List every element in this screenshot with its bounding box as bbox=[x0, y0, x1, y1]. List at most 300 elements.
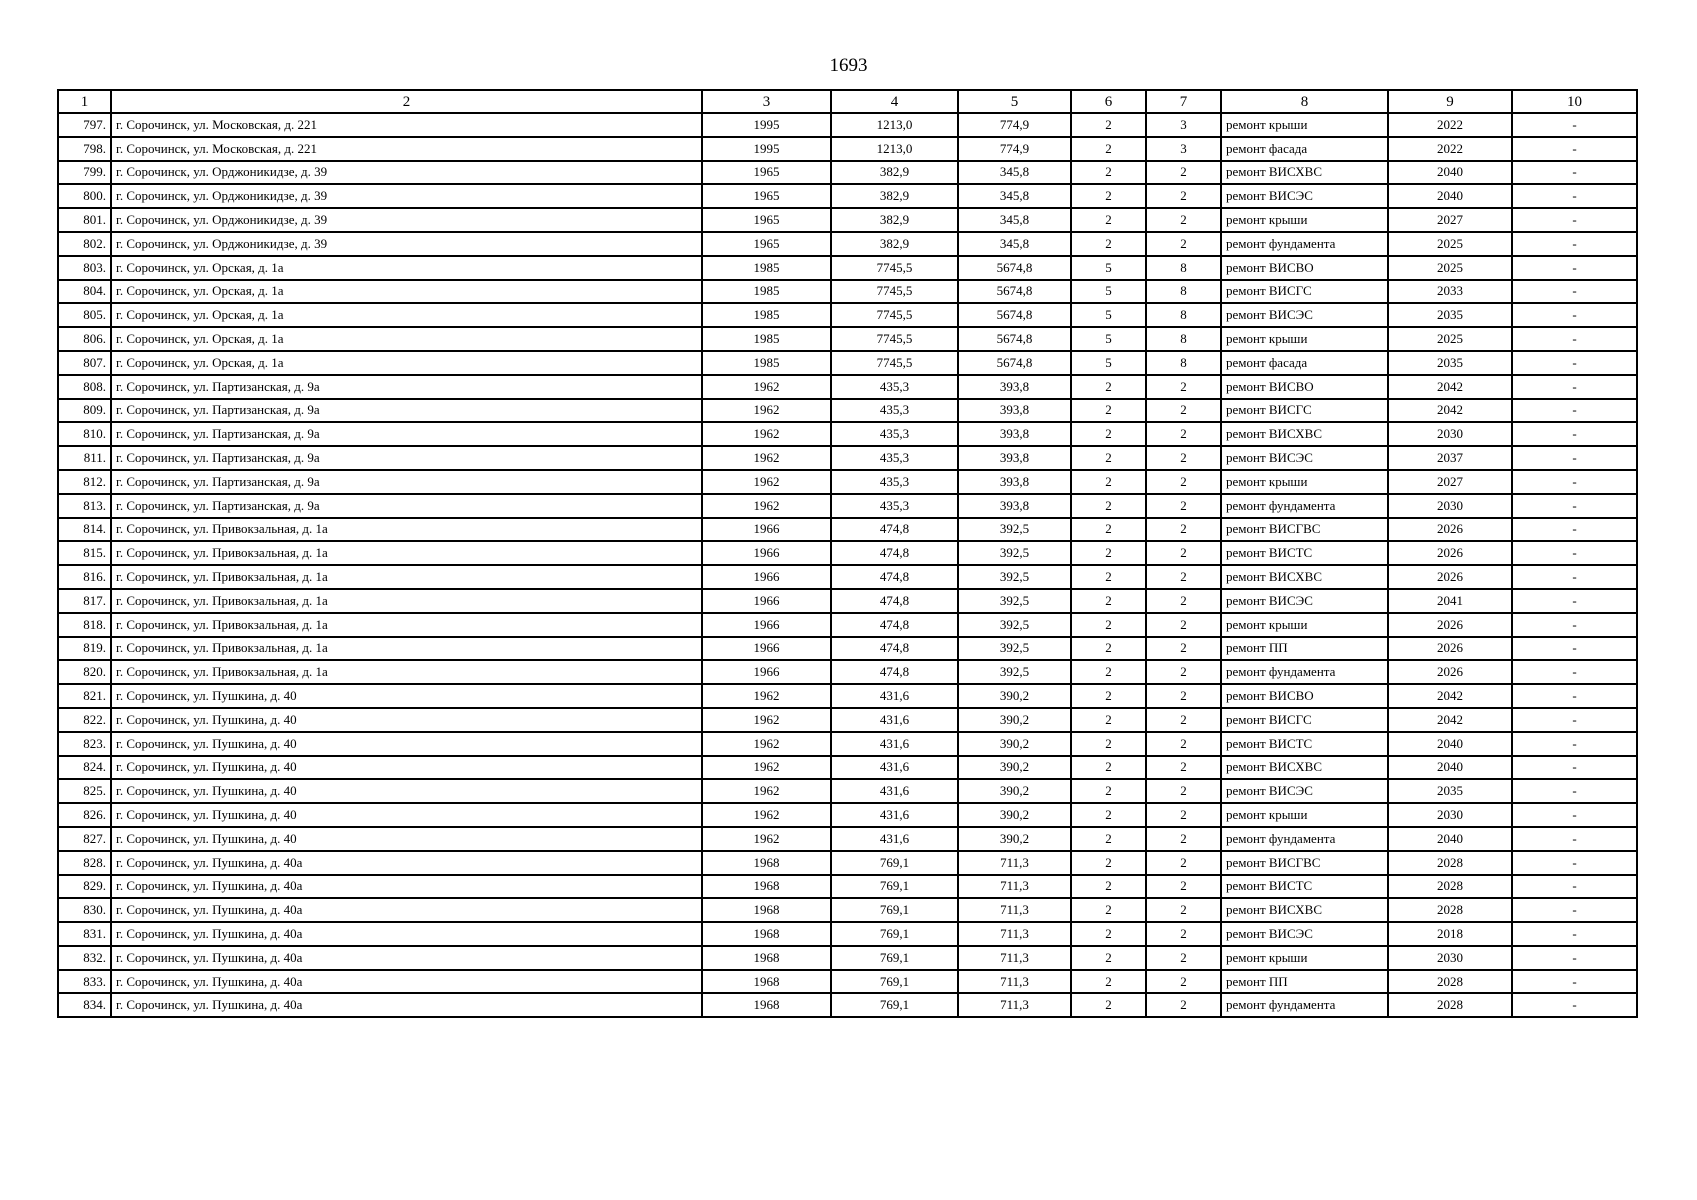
cell-row-number: 824. bbox=[58, 756, 111, 780]
cell-work-type: ремонт ВИСВО bbox=[1221, 375, 1388, 399]
cell-entrances-count: 2 bbox=[1146, 898, 1221, 922]
cell-row-number: 802. bbox=[58, 232, 111, 256]
column-header: 8 bbox=[1221, 90, 1388, 113]
cell-floors-count: 5 bbox=[1071, 280, 1146, 304]
cell-planned-year: 2025 bbox=[1388, 327, 1512, 351]
cell-planned-year: 2026 bbox=[1388, 518, 1512, 542]
table-row bbox=[58, 875, 1637, 899]
table-row bbox=[58, 470, 1637, 494]
cell-work-type: ремонт крыши bbox=[1221, 113, 1388, 137]
cell-address: г. Сорочинск, ул. Привокзальная, д. 1а bbox=[111, 541, 702, 565]
cell-address: г. Сорочинск, ул. Орская, д. 1а bbox=[111, 256, 702, 280]
cell-planned-year: 2042 bbox=[1388, 375, 1512, 399]
cell-row-number: 800. bbox=[58, 184, 111, 208]
cell-living-area: 711,3 bbox=[958, 851, 1071, 875]
cell-commission-year: 1985 bbox=[702, 256, 831, 280]
cell-total-area: 431,6 bbox=[831, 684, 958, 708]
cell-address: г. Сорочинск, ул. Привокзальная, д. 1а bbox=[111, 518, 702, 542]
cell-note: - bbox=[1512, 946, 1637, 970]
cell-planned-year: 2028 bbox=[1388, 851, 1512, 875]
cell-planned-year: 2028 bbox=[1388, 898, 1512, 922]
cell-entrances-count: 2 bbox=[1146, 494, 1221, 518]
cell-commission-year: 1968 bbox=[702, 946, 831, 970]
cell-note: - bbox=[1512, 732, 1637, 756]
table-row bbox=[58, 922, 1637, 946]
cell-entrances-count: 2 bbox=[1146, 613, 1221, 637]
cell-total-area: 769,1 bbox=[831, 946, 958, 970]
cell-planned-year: 2027 bbox=[1388, 208, 1512, 232]
cell-floors-count: 2 bbox=[1071, 422, 1146, 446]
table-row bbox=[58, 613, 1637, 637]
cell-row-number: 805. bbox=[58, 303, 111, 327]
cell-note: - bbox=[1512, 922, 1637, 946]
cell-living-area: 392,5 bbox=[958, 518, 1071, 542]
cell-commission-year: 1985 bbox=[702, 280, 831, 304]
column-header: 10 bbox=[1512, 90, 1637, 113]
cell-entrances-count: 2 bbox=[1146, 375, 1221, 399]
cell-row-number: 812. bbox=[58, 470, 111, 494]
cell-planned-year: 2035 bbox=[1388, 303, 1512, 327]
cell-entrances-count: 2 bbox=[1146, 684, 1221, 708]
cell-floors-count: 5 bbox=[1071, 256, 1146, 280]
cell-work-type: ремонт ВИСТС bbox=[1221, 875, 1388, 899]
cell-living-area: 345,8 bbox=[958, 232, 1071, 256]
cell-planned-year: 2042 bbox=[1388, 684, 1512, 708]
cell-living-area: 393,8 bbox=[958, 446, 1071, 470]
cell-work-type: ремонт ПП bbox=[1221, 637, 1388, 661]
cell-note: - bbox=[1512, 518, 1637, 542]
cell-address: г. Сорочинск, ул. Пушкина, д. 40а bbox=[111, 851, 702, 875]
table-row bbox=[58, 518, 1637, 542]
cell-work-type: ремонт фундамента bbox=[1221, 494, 1388, 518]
cell-note: - bbox=[1512, 875, 1637, 899]
cell-living-area: 345,8 bbox=[958, 208, 1071, 232]
cell-entrances-count: 2 bbox=[1146, 446, 1221, 470]
cell-entrances-count: 2 bbox=[1146, 541, 1221, 565]
cell-work-type: ремонт фундамента bbox=[1221, 232, 1388, 256]
cell-work-type: ремонт крыши bbox=[1221, 470, 1388, 494]
cell-work-type: ремонт ВИСГС bbox=[1221, 708, 1388, 732]
cell-row-number: 829. bbox=[58, 875, 111, 899]
cell-entrances-count: 2 bbox=[1146, 660, 1221, 684]
cell-planned-year: 2028 bbox=[1388, 970, 1512, 994]
cell-note: - bbox=[1512, 422, 1637, 446]
cell-living-area: 393,8 bbox=[958, 470, 1071, 494]
table-row bbox=[58, 779, 1637, 803]
column-header: 9 bbox=[1388, 90, 1512, 113]
cell-note: - bbox=[1512, 803, 1637, 827]
cell-address: г. Сорочинск, ул. Партизанская, д. 9а bbox=[111, 399, 702, 423]
cell-total-area: 474,8 bbox=[831, 565, 958, 589]
cell-note: - bbox=[1512, 184, 1637, 208]
cell-commission-year: 1968 bbox=[702, 970, 831, 994]
cell-address: г. Сорочинск, ул. Пушкина, д. 40 bbox=[111, 684, 702, 708]
cell-row-number: 826. bbox=[58, 803, 111, 827]
cell-commission-year: 1966 bbox=[702, 518, 831, 542]
cell-total-area: 474,8 bbox=[831, 518, 958, 542]
cell-address: г. Сорочинск, ул. Пушкина, д. 40а bbox=[111, 922, 702, 946]
cell-total-area: 474,8 bbox=[831, 660, 958, 684]
cell-floors-count: 2 bbox=[1071, 708, 1146, 732]
cell-work-type: ремонт ВИСВО bbox=[1221, 684, 1388, 708]
cell-work-type: ремонт ВИСХВС bbox=[1221, 161, 1388, 185]
cell-total-area: 474,8 bbox=[831, 589, 958, 613]
cell-entrances-count: 2 bbox=[1146, 208, 1221, 232]
table-row bbox=[58, 208, 1637, 232]
cell-work-type: ремонт ВИСЭС bbox=[1221, 184, 1388, 208]
cell-planned-year: 2022 bbox=[1388, 113, 1512, 137]
cell-total-area: 431,6 bbox=[831, 708, 958, 732]
table-row bbox=[58, 137, 1637, 161]
cell-floors-count: 2 bbox=[1071, 637, 1146, 661]
cell-floors-count: 2 bbox=[1071, 922, 1146, 946]
cell-work-type: ремонт фундамента bbox=[1221, 660, 1388, 684]
cell-planned-year: 2035 bbox=[1388, 351, 1512, 375]
cell-work-type: ремонт ВИСХВС bbox=[1221, 422, 1388, 446]
cell-address: г. Сорочинск, ул. Орджоникидзе, д. 39 bbox=[111, 161, 702, 185]
cell-address: г. Сорочинск, ул. Пушкина, д. 40а bbox=[111, 875, 702, 899]
cell-commission-year: 1985 bbox=[702, 303, 831, 327]
cell-total-area: 431,6 bbox=[831, 756, 958, 780]
cell-address: г. Сорочинск, ул. Пушкина, д. 40 bbox=[111, 827, 702, 851]
cell-total-area: 1213,0 bbox=[831, 113, 958, 137]
cell-work-type: ремонт ВИСГВС bbox=[1221, 851, 1388, 875]
cell-note: - bbox=[1512, 303, 1637, 327]
cell-living-area: 711,3 bbox=[958, 946, 1071, 970]
table-row bbox=[58, 589, 1637, 613]
cell-floors-count: 2 bbox=[1071, 803, 1146, 827]
cell-living-area: 5674,8 bbox=[958, 327, 1071, 351]
cell-commission-year: 1962 bbox=[702, 803, 831, 827]
cell-commission-year: 1962 bbox=[702, 375, 831, 399]
cell-entrances-count: 2 bbox=[1146, 708, 1221, 732]
cell-row-number: 825. bbox=[58, 779, 111, 803]
cell-row-number: 820. bbox=[58, 660, 111, 684]
cell-address: г. Сорочинск, ул. Орская, д. 1а bbox=[111, 327, 702, 351]
cell-note: - bbox=[1512, 684, 1637, 708]
cell-commission-year: 1995 bbox=[702, 113, 831, 137]
cell-total-area: 435,3 bbox=[831, 494, 958, 518]
cell-planned-year: 2026 bbox=[1388, 541, 1512, 565]
cell-floors-count: 2 bbox=[1071, 399, 1146, 423]
cell-address: г. Сорочинск, ул. Московская, д. 221 bbox=[111, 137, 702, 161]
cell-total-area: 382,9 bbox=[831, 232, 958, 256]
cell-planned-year: 2042 bbox=[1388, 708, 1512, 732]
table-row bbox=[58, 993, 1637, 1017]
cell-commission-year: 1962 bbox=[702, 756, 831, 780]
cell-total-area: 7745,5 bbox=[831, 351, 958, 375]
table-row bbox=[58, 660, 1637, 684]
cell-floors-count: 5 bbox=[1071, 351, 1146, 375]
table-row bbox=[58, 399, 1637, 423]
cell-work-type: ремонт фундамента bbox=[1221, 827, 1388, 851]
cell-entrances-count: 8 bbox=[1146, 303, 1221, 327]
cell-commission-year: 1962 bbox=[702, 470, 831, 494]
cell-floors-count: 2 bbox=[1071, 970, 1146, 994]
table-row bbox=[58, 422, 1637, 446]
cell-planned-year: 2030 bbox=[1388, 494, 1512, 518]
cell-commission-year: 1968 bbox=[702, 922, 831, 946]
column-header: 4 bbox=[831, 90, 958, 113]
table-row bbox=[58, 708, 1637, 732]
cell-living-area: 711,3 bbox=[958, 898, 1071, 922]
cell-work-type: ремонт фасада bbox=[1221, 351, 1388, 375]
table-row bbox=[58, 851, 1637, 875]
cell-living-area: 5674,8 bbox=[958, 303, 1071, 327]
cell-address: г. Сорочинск, ул. Партизанская, д. 9а bbox=[111, 470, 702, 494]
cell-floors-count: 2 bbox=[1071, 732, 1146, 756]
cell-floors-count: 2 bbox=[1071, 851, 1146, 875]
cell-planned-year: 2026 bbox=[1388, 660, 1512, 684]
table-row bbox=[58, 898, 1637, 922]
cell-address: г. Сорочинск, ул. Привокзальная, д. 1а bbox=[111, 660, 702, 684]
cell-floors-count: 2 bbox=[1071, 208, 1146, 232]
cell-planned-year: 2025 bbox=[1388, 256, 1512, 280]
cell-row-number: 819. bbox=[58, 637, 111, 661]
cell-floors-count: 2 bbox=[1071, 494, 1146, 518]
cell-note: - bbox=[1512, 708, 1637, 732]
table-row bbox=[58, 970, 1637, 994]
cell-floors-count: 2 bbox=[1071, 993, 1146, 1017]
cell-planned-year: 2040 bbox=[1388, 184, 1512, 208]
cell-address: г. Сорочинск, ул. Пушкина, д. 40 bbox=[111, 803, 702, 827]
cell-work-type: ремонт крыши bbox=[1221, 327, 1388, 351]
cell-commission-year: 1962 bbox=[702, 494, 831, 518]
cell-work-type: ремонт ВИСЭС bbox=[1221, 446, 1388, 470]
cell-entrances-count: 2 bbox=[1146, 970, 1221, 994]
cell-entrances-count: 2 bbox=[1146, 184, 1221, 208]
cell-note: - bbox=[1512, 660, 1637, 684]
cell-work-type: ремонт крыши bbox=[1221, 208, 1388, 232]
cell-planned-year: 2030 bbox=[1388, 946, 1512, 970]
cell-note: - bbox=[1512, 494, 1637, 518]
table-row bbox=[58, 946, 1637, 970]
cell-note: - bbox=[1512, 827, 1637, 851]
cell-address: г. Сорочинск, ул. Привокзальная, д. 1а bbox=[111, 589, 702, 613]
cell-commission-year: 1985 bbox=[702, 327, 831, 351]
cell-row-number: 828. bbox=[58, 851, 111, 875]
cell-commission-year: 1965 bbox=[702, 161, 831, 185]
cell-commission-year: 1966 bbox=[702, 613, 831, 637]
cell-floors-count: 2 bbox=[1071, 827, 1146, 851]
cell-address: г. Сорочинск, ул. Привокзальная, д. 1а bbox=[111, 613, 702, 637]
cell-floors-count: 2 bbox=[1071, 946, 1146, 970]
cell-commission-year: 1962 bbox=[702, 399, 831, 423]
cell-work-type: ремонт фундамента bbox=[1221, 993, 1388, 1017]
cell-row-number: 810. bbox=[58, 422, 111, 446]
cell-commission-year: 1965 bbox=[702, 232, 831, 256]
cell-work-type: ремонт ВИСГС bbox=[1221, 399, 1388, 423]
cell-living-area: 392,5 bbox=[958, 637, 1071, 661]
cell-living-area: 711,3 bbox=[958, 993, 1071, 1017]
cell-living-area: 393,8 bbox=[958, 422, 1071, 446]
cell-row-number: 834. bbox=[58, 993, 111, 1017]
table-row bbox=[58, 637, 1637, 661]
cell-row-number: 816. bbox=[58, 565, 111, 589]
cell-address: г. Сорочинск, ул. Партизанская, д. 9а bbox=[111, 422, 702, 446]
cell-planned-year: 2040 bbox=[1388, 161, 1512, 185]
cell-entrances-count: 8 bbox=[1146, 256, 1221, 280]
cell-total-area: 431,6 bbox=[831, 779, 958, 803]
cell-floors-count: 2 bbox=[1071, 375, 1146, 399]
table-row bbox=[58, 256, 1637, 280]
table-row bbox=[58, 303, 1637, 327]
cell-address: г. Сорочинск, ул. Пушкина, д. 40 bbox=[111, 756, 702, 780]
cell-work-type: ремонт ВИСГВС bbox=[1221, 518, 1388, 542]
cell-planned-year: 2026 bbox=[1388, 565, 1512, 589]
cell-row-number: 806. bbox=[58, 327, 111, 351]
table-row bbox=[58, 541, 1637, 565]
cell-note: - bbox=[1512, 756, 1637, 780]
cell-work-type: ремонт ВИСХВС bbox=[1221, 565, 1388, 589]
cell-total-area: 769,1 bbox=[831, 851, 958, 875]
cell-living-area: 5674,8 bbox=[958, 280, 1071, 304]
cell-floors-count: 2 bbox=[1071, 589, 1146, 613]
cell-note: - bbox=[1512, 779, 1637, 803]
cell-row-number: 815. bbox=[58, 541, 111, 565]
cell-planned-year: 2041 bbox=[1388, 589, 1512, 613]
cell-floors-count: 2 bbox=[1071, 756, 1146, 780]
cell-total-area: 382,9 bbox=[831, 184, 958, 208]
cell-living-area: 345,8 bbox=[958, 184, 1071, 208]
cell-row-number: 831. bbox=[58, 922, 111, 946]
table-row bbox=[58, 803, 1637, 827]
cell-floors-count: 2 bbox=[1071, 660, 1146, 684]
cell-row-number: 827. bbox=[58, 827, 111, 851]
cell-work-type: ремонт ВИСХВС bbox=[1221, 898, 1388, 922]
cell-living-area: 774,9 bbox=[958, 137, 1071, 161]
cell-commission-year: 1966 bbox=[702, 565, 831, 589]
cell-total-area: 435,3 bbox=[831, 375, 958, 399]
table-row bbox=[58, 494, 1637, 518]
cell-note: - bbox=[1512, 113, 1637, 137]
table-row bbox=[58, 280, 1637, 304]
cell-row-number: 823. bbox=[58, 732, 111, 756]
cell-commission-year: 1968 bbox=[702, 993, 831, 1017]
cell-work-type: ремонт ВИСЭС bbox=[1221, 922, 1388, 946]
cell-commission-year: 1965 bbox=[702, 208, 831, 232]
cell-work-type: ремонт ВИСГС bbox=[1221, 280, 1388, 304]
cell-commission-year: 1966 bbox=[702, 541, 831, 565]
cell-note: - bbox=[1512, 375, 1637, 399]
cell-living-area: 393,8 bbox=[958, 399, 1071, 423]
column-header: 3 bbox=[702, 90, 831, 113]
cell-commission-year: 1968 bbox=[702, 898, 831, 922]
cell-planned-year: 2030 bbox=[1388, 803, 1512, 827]
cell-entrances-count: 2 bbox=[1146, 993, 1221, 1017]
cell-living-area: 711,3 bbox=[958, 922, 1071, 946]
cell-note: - bbox=[1512, 613, 1637, 637]
cell-planned-year: 2018 bbox=[1388, 922, 1512, 946]
table-row bbox=[58, 184, 1637, 208]
cell-living-area: 5674,8 bbox=[958, 256, 1071, 280]
cell-note: - bbox=[1512, 351, 1637, 375]
table-row bbox=[58, 732, 1637, 756]
cell-planned-year: 2040 bbox=[1388, 827, 1512, 851]
cell-living-area: 392,5 bbox=[958, 565, 1071, 589]
cell-commission-year: 1962 bbox=[702, 422, 831, 446]
cell-row-number: 803. bbox=[58, 256, 111, 280]
cell-note: - bbox=[1512, 993, 1637, 1017]
cell-note: - bbox=[1512, 280, 1637, 304]
cell-living-area: 392,5 bbox=[958, 541, 1071, 565]
cell-address: г. Сорочинск, ул. Орская, д. 1а bbox=[111, 303, 702, 327]
cell-planned-year: 2037 bbox=[1388, 446, 1512, 470]
cell-floors-count: 2 bbox=[1071, 779, 1146, 803]
cell-address: г. Сорочинск, ул. Пушкина, д. 40а bbox=[111, 946, 702, 970]
cell-row-number: 807. bbox=[58, 351, 111, 375]
cell-living-area: 393,8 bbox=[958, 375, 1071, 399]
cell-note: - bbox=[1512, 637, 1637, 661]
cell-address: г. Сорочинск, ул. Партизанская, д. 9а bbox=[111, 375, 702, 399]
cell-address: г. Сорочинск, ул. Пушкина, д. 40а bbox=[111, 898, 702, 922]
cell-floors-count: 5 bbox=[1071, 327, 1146, 351]
cell-commission-year: 1962 bbox=[702, 732, 831, 756]
cell-floors-count: 2 bbox=[1071, 232, 1146, 256]
cell-living-area: 390,2 bbox=[958, 708, 1071, 732]
cell-living-area: 392,5 bbox=[958, 660, 1071, 684]
cell-living-area: 390,2 bbox=[958, 732, 1071, 756]
cell-row-number: 813. bbox=[58, 494, 111, 518]
cell-planned-year: 2026 bbox=[1388, 613, 1512, 637]
cell-floors-count: 2 bbox=[1071, 470, 1146, 494]
table-row bbox=[58, 113, 1637, 137]
cell-total-area: 435,3 bbox=[831, 422, 958, 446]
cell-note: - bbox=[1512, 851, 1637, 875]
cell-floors-count: 2 bbox=[1071, 565, 1146, 589]
cell-floors-count: 2 bbox=[1071, 684, 1146, 708]
table-body bbox=[58, 113, 1637, 1017]
column-header: 1 bbox=[58, 90, 111, 113]
cell-total-area: 7745,5 bbox=[831, 327, 958, 351]
cell-commission-year: 1966 bbox=[702, 660, 831, 684]
cell-work-type: ремонт ВИСЭС bbox=[1221, 589, 1388, 613]
cell-entrances-count: 2 bbox=[1146, 589, 1221, 613]
cell-note: - bbox=[1512, 208, 1637, 232]
cell-living-area: 393,8 bbox=[958, 494, 1071, 518]
cell-living-area: 390,2 bbox=[958, 756, 1071, 780]
cell-total-area: 7745,5 bbox=[831, 280, 958, 304]
table-row bbox=[58, 351, 1637, 375]
cell-total-area: 769,1 bbox=[831, 970, 958, 994]
cell-row-number: 801. bbox=[58, 208, 111, 232]
cell-address: г. Сорочинск, ул. Пушкина, д. 40 bbox=[111, 732, 702, 756]
cell-commission-year: 1962 bbox=[702, 446, 831, 470]
cell-row-number: 818. bbox=[58, 613, 111, 637]
cell-work-type: ремонт крыши bbox=[1221, 803, 1388, 827]
cell-address: г. Сорочинск, ул. Пушкина, д. 40а bbox=[111, 970, 702, 994]
cell-address: г. Сорочинск, ул. Орская, д. 1а bbox=[111, 280, 702, 304]
cell-note: - bbox=[1512, 256, 1637, 280]
cell-work-type: ремонт ВИСЭС bbox=[1221, 779, 1388, 803]
cell-total-area: 769,1 bbox=[831, 993, 958, 1017]
cell-note: - bbox=[1512, 399, 1637, 423]
cell-total-area: 7745,5 bbox=[831, 256, 958, 280]
cell-planned-year: 2028 bbox=[1388, 993, 1512, 1017]
column-header: 6 bbox=[1071, 90, 1146, 113]
cell-entrances-count: 2 bbox=[1146, 422, 1221, 446]
cell-planned-year: 2025 bbox=[1388, 232, 1512, 256]
cell-entrances-count: 2 bbox=[1146, 756, 1221, 780]
cell-address: г. Сорочинск, ул. Пушкина, д. 40 bbox=[111, 708, 702, 732]
cell-address: г. Сорочинск, ул. Пушкина, д. 40 bbox=[111, 779, 702, 803]
column-header: 5 bbox=[958, 90, 1071, 113]
cell-note: - bbox=[1512, 232, 1637, 256]
repair-schedule-table bbox=[57, 89, 1638, 1018]
cell-row-number: 808. bbox=[58, 375, 111, 399]
cell-address: г. Сорочинск, ул. Пушкина, д. 40а bbox=[111, 993, 702, 1017]
table-row bbox=[58, 565, 1637, 589]
